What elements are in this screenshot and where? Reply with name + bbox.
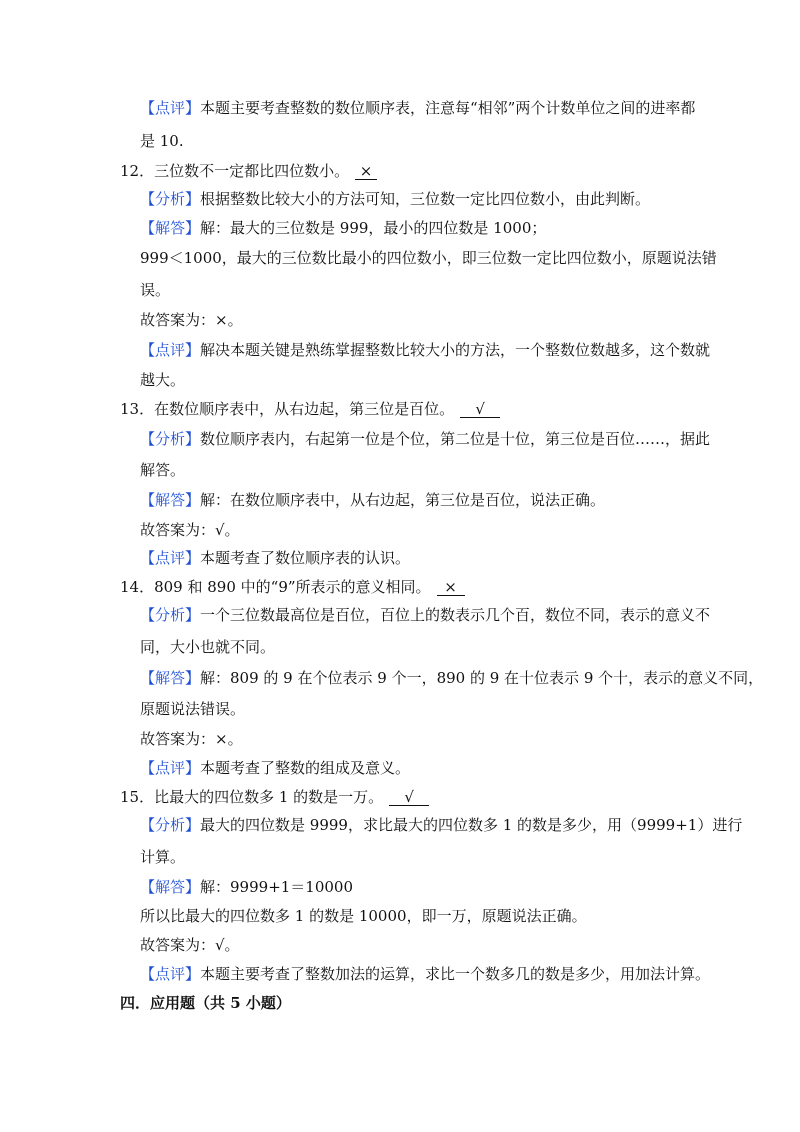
review-text: 本题主要考查整数的数位顺序表，注意每“相邻”两个计数单位之间的进率都 bbox=[200, 99, 696, 117]
analysis-text: 一个三位数最高位是百位，百位上的数表示几个百，数位不同，表示的意义不 bbox=[200, 606, 711, 624]
question-text: 14．809 和 890 中的“9”所表示的意义相同。 bbox=[120, 578, 431, 596]
section-heading: 四．应用题（共 5 小题） bbox=[120, 994, 291, 1012]
answer-tag: 【解答】 bbox=[140, 219, 201, 237]
answer-line bbox=[140, 668, 763, 688]
question-13 bbox=[120, 399, 500, 419]
review-line bbox=[140, 964, 710, 984]
review-tag: 【点评】 bbox=[140, 965, 201, 983]
analysis-tag: 【分析】 bbox=[140, 430, 201, 448]
review-text: 解决本题关键是熟练掌握整数比较大小的方法，一个整数位数越多，这个数就 bbox=[200, 341, 711, 359]
review-tag: 【点评】 bbox=[140, 549, 201, 567]
analysis-text: 数位顺序表内，右起第一位是个位，第二位是十位，第三位是百位……，据此 bbox=[200, 430, 711, 448]
review-tag: 【点评】 bbox=[140, 99, 201, 117]
answer-text: 999＜1000，最大的三位数比最小的四位数小，即三位数一定比四位数小，原题说法错 bbox=[140, 249, 717, 267]
answer-text: 所以比最大的四位数多 1 的数是 10000，即一万，原题说法正确。 bbox=[140, 907, 587, 925]
answer-text: 解：在数位顺序表中，从右边起，第三位是百位，说法正确。 bbox=[200, 491, 606, 509]
question-12 bbox=[120, 161, 377, 181]
review-line bbox=[140, 758, 410, 778]
answer-text: 误。 bbox=[140, 281, 171, 299]
review-continuation: 是 10. bbox=[140, 132, 184, 150]
analysis-text: 最大的四位数是 9999，求比最大的四位数多 1 的数是多少，用（9999+1）进行 bbox=[200, 816, 743, 834]
conclusion-text: 故答案为：√。 bbox=[140, 936, 240, 954]
review-line bbox=[140, 548, 410, 568]
analysis-continuation: 计算。 bbox=[140, 848, 186, 866]
analysis-line bbox=[140, 429, 710, 449]
answer-text: 解：9999+1＝10000 bbox=[200, 878, 354, 896]
analysis-tag: 【分析】 bbox=[140, 190, 201, 208]
conclusion-text: 故答案为：×。 bbox=[140, 730, 243, 748]
answer-line bbox=[140, 490, 605, 510]
question-text: 13．在数位顺序表中，从右边起，第三位是百位。 bbox=[120, 400, 455, 418]
review-tag: 【点评】 bbox=[140, 759, 201, 777]
answer-text: 原题说法错误。 bbox=[140, 700, 246, 718]
review-line bbox=[140, 98, 695, 118]
question-14 bbox=[120, 577, 465, 597]
review-text: 本题考查了数位顺序表的认识。 bbox=[200, 549, 411, 567]
answer-blank: √ bbox=[389, 789, 429, 806]
question-15 bbox=[120, 787, 429, 807]
review-tag: 【点评】 bbox=[140, 341, 201, 359]
question-text: 12．三位数不一定都比四位数小。 bbox=[120, 162, 350, 180]
answer-line bbox=[140, 877, 353, 897]
answer-text: 解：809 的 9 在个位表示 9 个一，890 的 9 在十位表示 9 个十，表示的意义不同， bbox=[200, 669, 764, 687]
answer-line bbox=[140, 218, 546, 238]
analysis-line bbox=[140, 815, 742, 835]
analysis-text: 根据整数比较大小的方法可知，三位数一定比四位数小，由此判断。 bbox=[200, 190, 651, 208]
analysis-continuation: 解答。 bbox=[140, 461, 186, 479]
analysis-continuation: 同，大小也就不同。 bbox=[140, 638, 276, 656]
answer-tag: 【解答】 bbox=[140, 669, 201, 687]
answer-tag: 【解答】 bbox=[140, 878, 201, 896]
conclusion-text: 故答案为：√。 bbox=[140, 521, 240, 539]
review-text: 本题考查了整数的组成及意义。 bbox=[200, 759, 411, 777]
answer-tag: 【解答】 bbox=[140, 491, 201, 509]
answer-blank: √ bbox=[460, 401, 500, 418]
analysis-tag: 【分析】 bbox=[140, 606, 201, 624]
answer-blank: × bbox=[355, 163, 377, 180]
answer-blank: × bbox=[437, 579, 465, 596]
review-text: 本题主要考查了整数加法的运算，求比一个数多几的数是多少，用加法计算。 bbox=[200, 965, 711, 983]
review-continuation: 越大。 bbox=[140, 371, 186, 389]
conclusion-text: 故答案为：×。 bbox=[140, 311, 243, 329]
question-text: 15．比最大的四位数多 1 的数是一万。 bbox=[120, 788, 384, 806]
analysis-line bbox=[140, 605, 710, 625]
answer-text: 解：最大的三位数是 999，最小的四位数是 1000； bbox=[200, 219, 547, 237]
review-line bbox=[140, 340, 710, 360]
analysis-line bbox=[140, 189, 650, 209]
analysis-tag: 【分析】 bbox=[140, 816, 201, 834]
